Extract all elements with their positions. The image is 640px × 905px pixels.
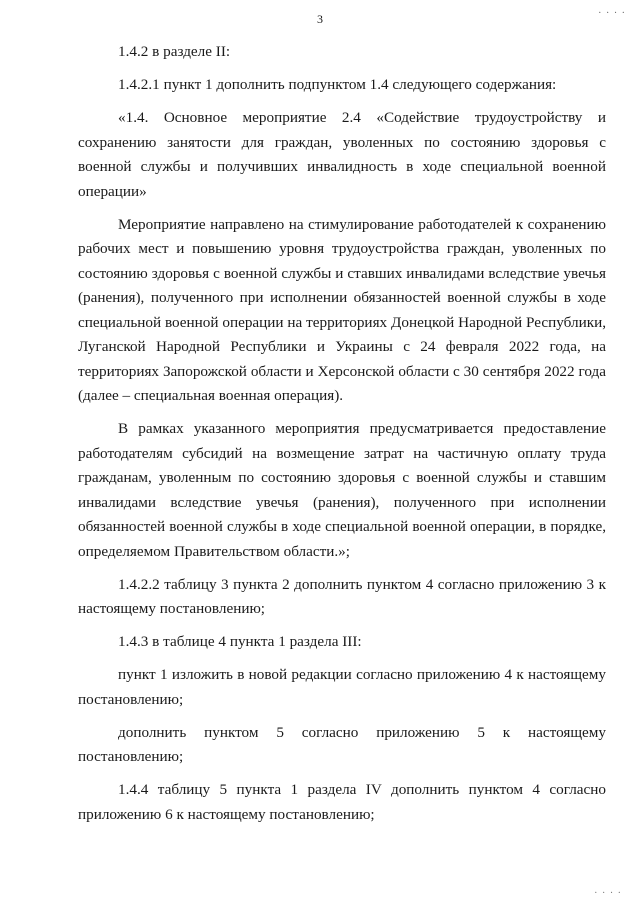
paragraph-1-4-3: 1.4.3 в таблице 4 пункта 1 раздела III: [118, 633, 362, 650]
paragraph-add-item-5: дополнить пунктом 5 согласно приложению 5 к настоящему постановлению; [78, 723, 606, 765]
paragraph-main-measure-title: «1.4. Основное мероприятие 2.4 «Содействие трудоустройству и сохранению занятости для граждан, уволенных по состоянию здоровья с военной службы и получивших инвалидность в ходе специальной военной операции» [78, 109, 606, 200]
paragraph-measure-purpose: Мероприятие направлено на стимулирование работодателей к сохранению рабочих мест и повышению уровня трудоустройства граждан, уволенных по состоянию здоровья с военной службы и ставших инвалидами вследствие увечья (ранения), полученного при исполнении обязанностей военной службы в ходе специальной военной операции на территориях Донецкой Народной Республики, Луганской Народной Республики и Украины с 24 февраля 2022 года, на территориях Запорожской области и Херсонской области с 30 сентября 2022 года (далее – специальная военная операция). [78, 215, 606, 404]
document-body [78, 40, 606, 836]
paragraph-1-4-2-1: 1.4.2.1 пункт 1 дополнить подпунктом 1.4 следующего содержания: [118, 76, 557, 93]
scan-mark-top: · · · · [598, 8, 626, 19]
scan-mark-bottom: · · · · [594, 888, 622, 899]
paragraph-measure-subsidies: В рамках указанного мероприятия предусматривается предоставление работодателям субсидий на возмещение затрат на частичную оплату труда гражданам, уволенным по состоянию здоровья с военной службы и ставшим инвалидами вследствие увечья (ранения), полученного при исполнении обязанностей военной службы в ходе специальной военной операции, в порядке, определяемом Правительством области.»; [78, 420, 606, 560]
paragraph-1-4-4: 1.4.4 таблицу 5 пункта 1 раздела IV дополнить пунктом 4 согласно приложению 6 к настоящему постановлению; [78, 781, 606, 823]
paragraph-item-1-new-edition: пункт 1 изложить в новой редакции согласно приложению 4 к настоящему постановлению; [78, 666, 606, 708]
page-number: 3 [317, 12, 323, 26]
paragraph-1-4-2-2: 1.4.2.2 таблицу 3 пункта 2 дополнить пунктом 4 согласно приложению 3 к настоящему постановлению; [78, 575, 606, 617]
paragraph-section-2: 1.4.2 в разделе II: [118, 43, 231, 60]
